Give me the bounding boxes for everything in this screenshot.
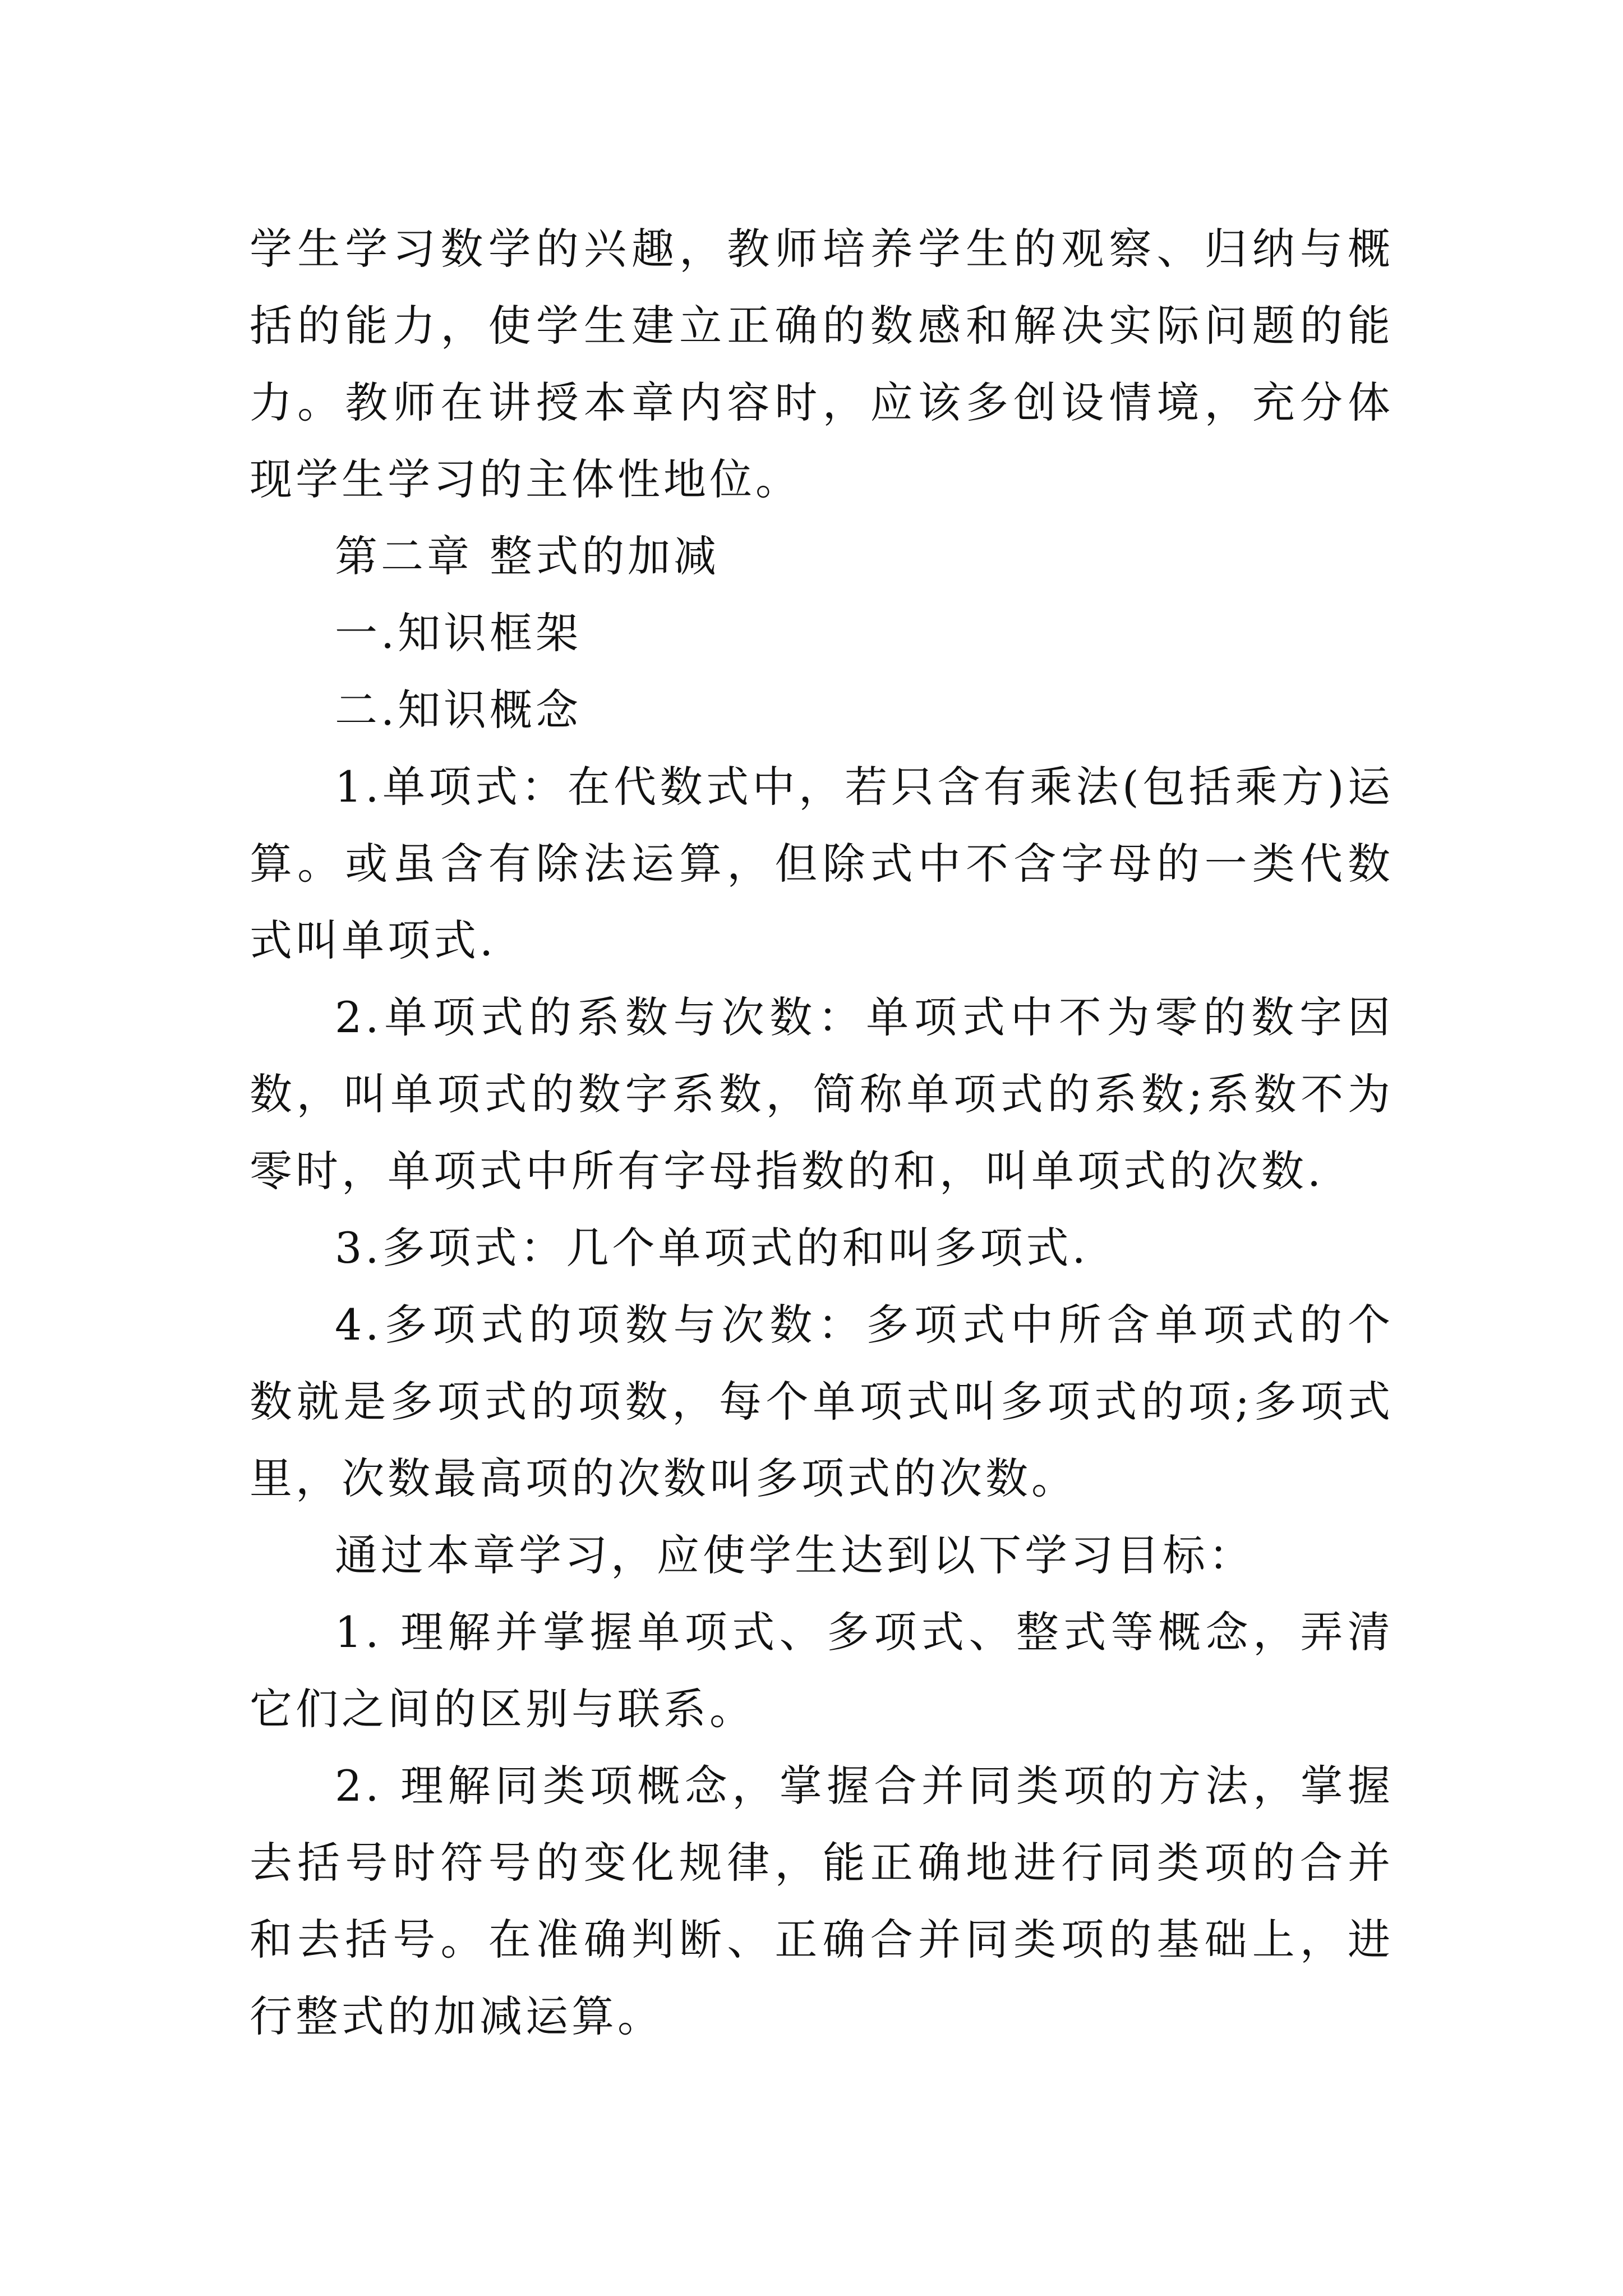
chapter-heading: 第二章 整式的加减 [335,531,720,581]
concept-monomial: 1.单项式：在代数式中，若只含有乘法(包括乘方)运算。或虽含有除法运算，但除式中不含字母的一类代数式叫单项式. [250,762,1394,965]
section-heading-knowledge-framework: 一.知识框架 [335,608,582,658]
concept-polynomial: 3.多项式：几个单项式的和叫多项式. [335,1223,1089,1273]
learning-goal-2: 2. 理解同类项概念，掌握合并同类项的方法，掌握去括号时符号的变化规律，能正确地进行同类项的合并和去括号。在准确判断、正确合并同类项的基础上，进行整式的加减运算。 [250,1761,1394,2041]
section-heading-knowledge-concepts: 二.知识概念 [335,685,582,735]
learning-goal-1: 1. 理解并掌握单项式、多项式、整式等概念，弄清它们之间的区别与联系。 [250,1607,1394,1734]
document-body [250,210,1394,2055]
concept-polynomial-terms-degree: 4.多项式的项数与次数：多项式中所含单项式的个数就是多项式的项数，每个单项式叫多项式的项;多项式里，次数最高项的次数叫多项式的次数。 [250,1300,1394,1503]
paragraph-intro-continuation: 学生学习数学的兴趣，教师培养学生的观察、归纳与概括的能力，使学生建立正确的数感和解决实际问题的能力。教师在讲授本章内容时，应该多创设情境，充分体现学生学习的主体性地位。 [250,224,1394,504]
concept-monomial-coefficient-degree: 2.单项式的系数与次数：单项式中不为零的数字因数，叫单项式的数字系数，简称单项式的系数;系数不为零时，单项式中所有字母指数的和，叫单项式的次数. [250,992,1394,1196]
learning-goals-intro: 通过本章学习，应使学生达到以下学习目标： [335,1530,1255,1580]
